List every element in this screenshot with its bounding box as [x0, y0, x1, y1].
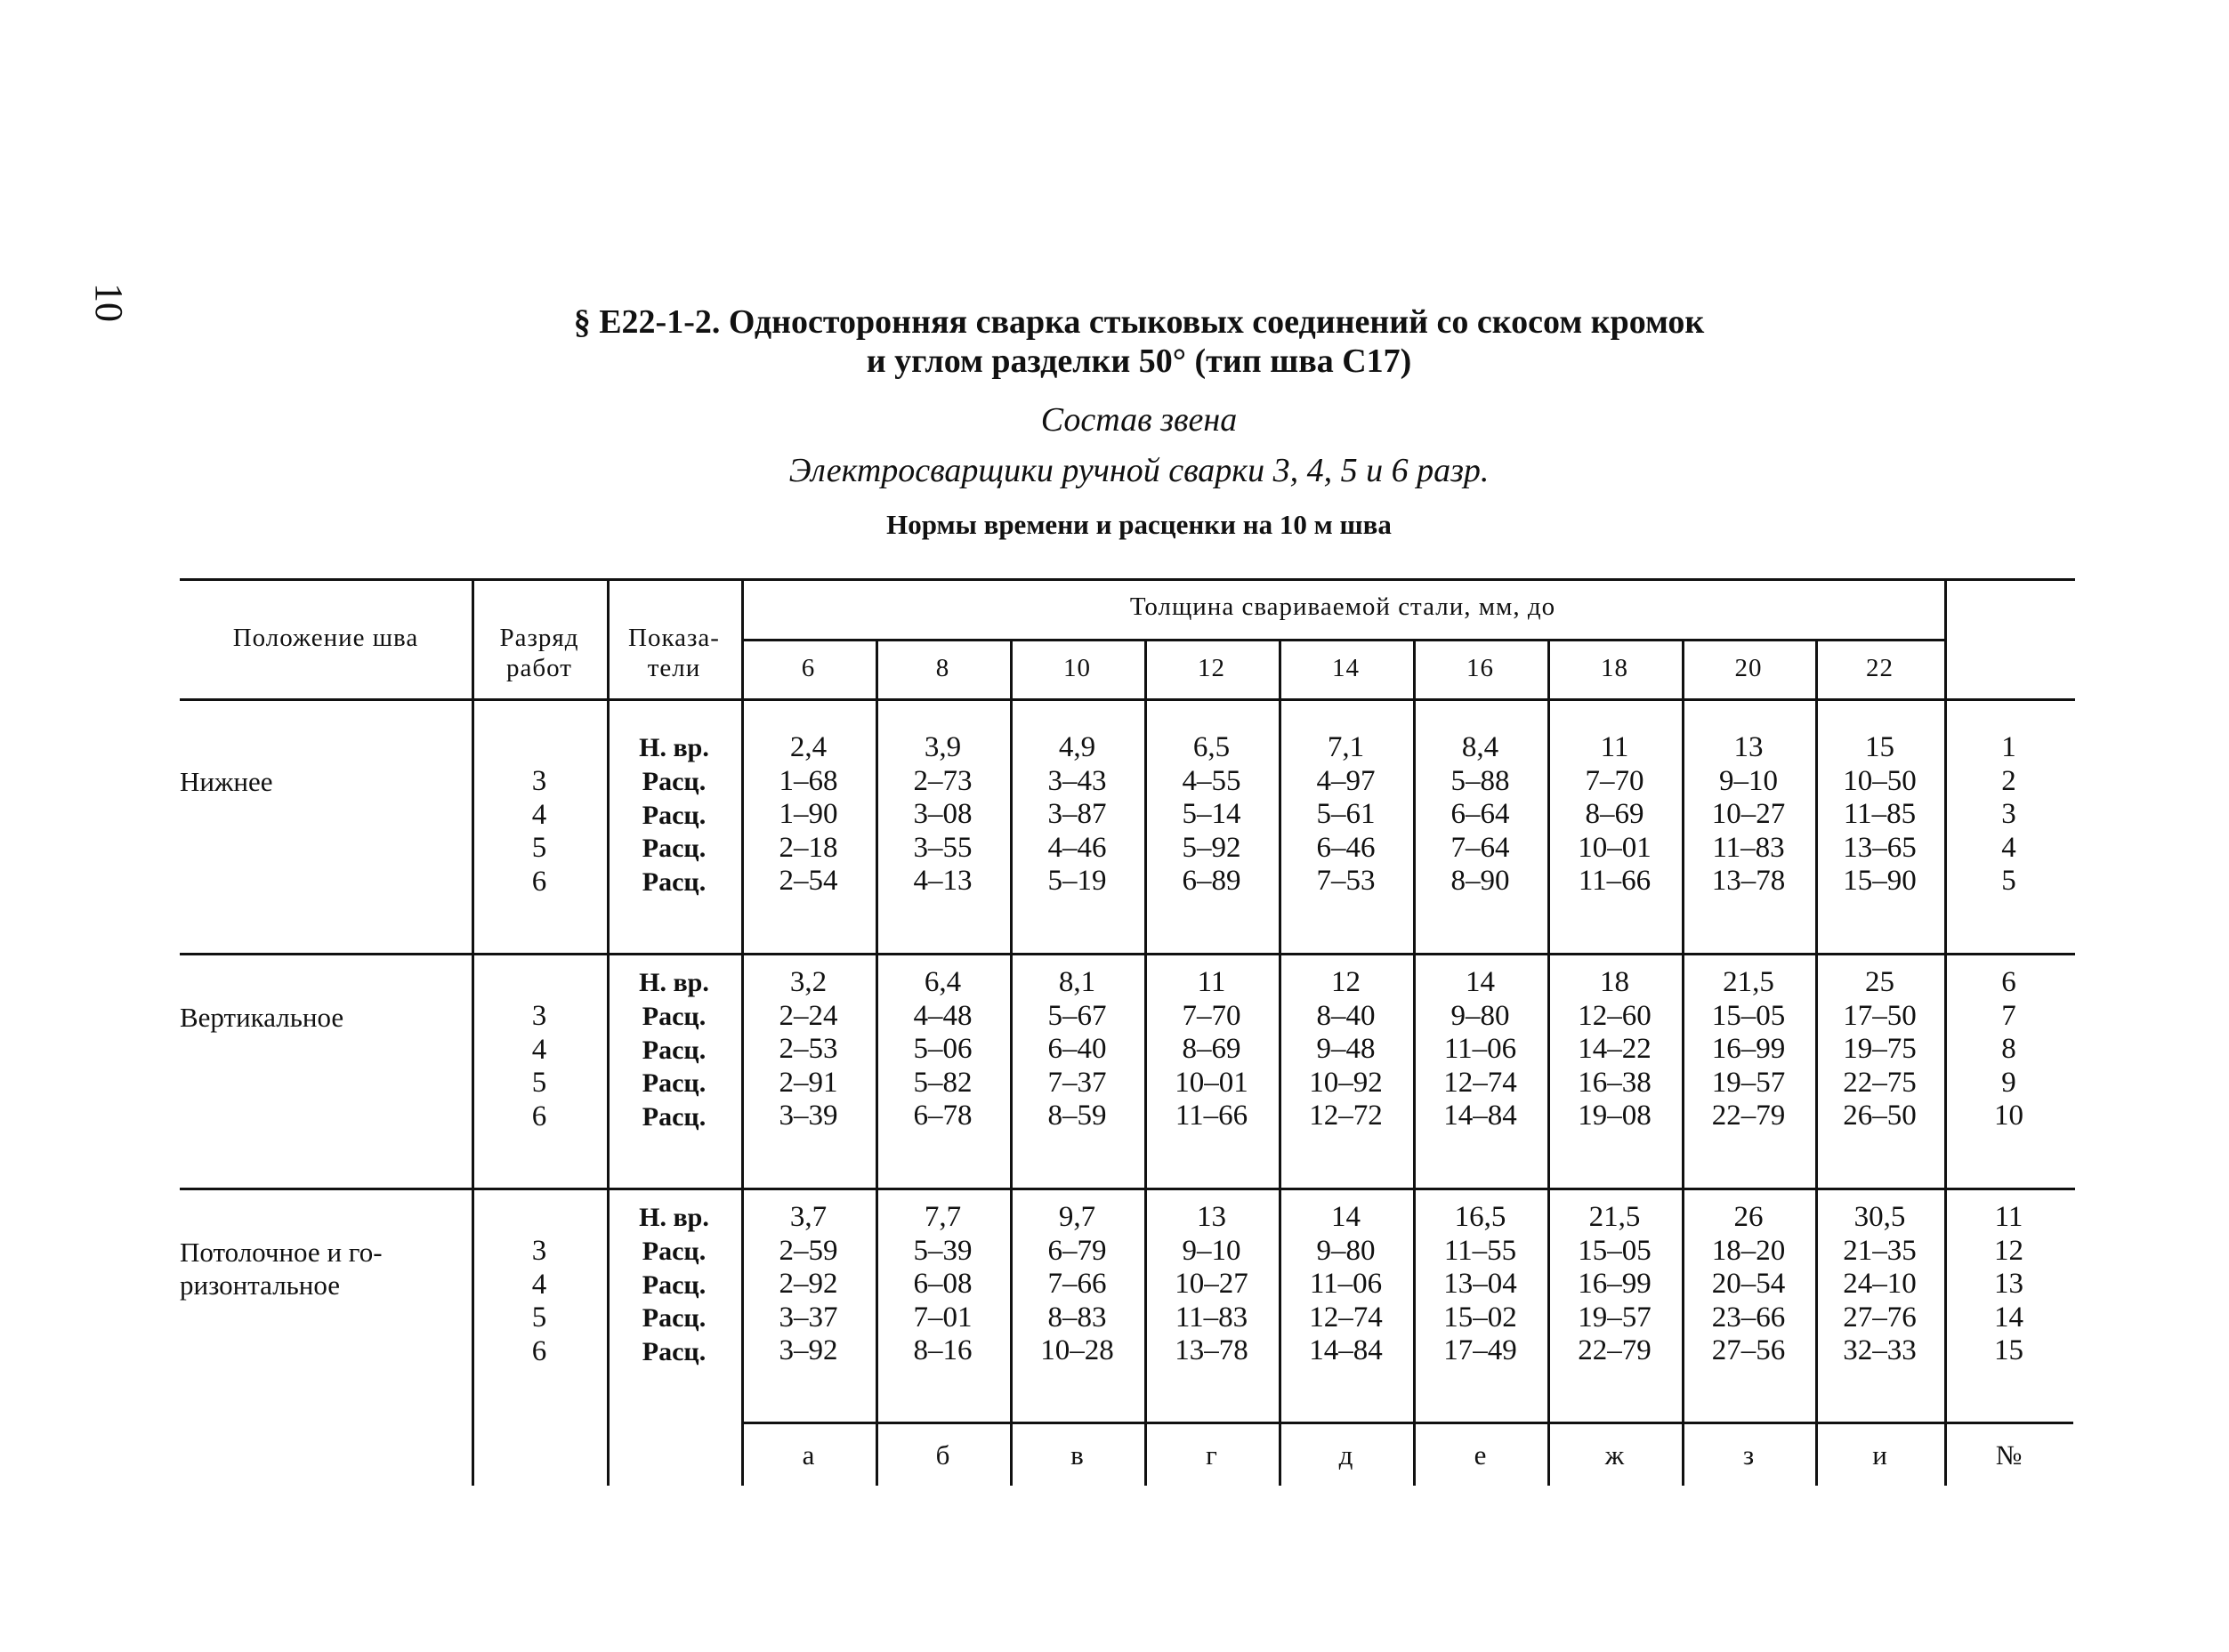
row-number: 1	[2001, 731, 2016, 763]
value-cell: 4,9	[1058, 731, 1096, 763]
value-cell: 2–73	[913, 764, 973, 797]
footer-letter-i: и	[1872, 1439, 1887, 1471]
values-8mm	[876, 731, 1010, 899]
value-cell: 13–65	[1843, 831, 1917, 864]
values-18mm	[1547, 731, 1682, 899]
value-cell: 23–66	[1711, 1301, 1786, 1334]
value-cell: 5–67	[1047, 999, 1107, 1032]
values-20mm	[1682, 966, 1815, 1133]
value-cell: 21,5	[1723, 966, 1774, 998]
row-number: 3	[2001, 798, 2016, 830]
footer-letter-z: з	[1742, 1439, 1755, 1471]
value-cell: 11	[1197, 966, 1226, 998]
value-cell: 10–92	[1309, 1066, 1383, 1099]
value-cell: 10–28	[1040, 1334, 1114, 1366]
grade: 5	[531, 832, 547, 864]
value-cell: 22–79	[1578, 1334, 1652, 1366]
value-cell: 15	[1865, 731, 1894, 763]
values-16mm	[1413, 966, 1547, 1133]
values-6mm	[741, 966, 876, 1133]
row-number: 8	[2001, 1033, 2016, 1065]
values-10mm	[1010, 966, 1144, 1133]
indicator: Н. вр.	[639, 1203, 709, 1232]
group-divider-1	[180, 953, 2075, 955]
thickness-12: 12	[1198, 654, 1225, 682]
value-cell: 12–74	[1309, 1301, 1383, 1334]
value-cell: 4–55	[1182, 764, 1241, 797]
position-label: Потолочное и го-	[180, 1237, 383, 1268]
value-cell: 13–78	[1175, 1334, 1248, 1366]
value-cell: 7–64	[1450, 831, 1510, 864]
indicator: Расц.	[642, 1237, 707, 1266]
value-cell: 3–39	[779, 1100, 838, 1132]
values-12mm	[1144, 966, 1279, 1133]
values-8mm	[876, 1201, 1010, 1368]
value-cell: 14–84	[1309, 1334, 1383, 1366]
indicator: Расц.	[642, 767, 707, 796]
value-cell: 6–64	[1450, 798, 1510, 830]
thickness-16: 16	[1466, 654, 1494, 682]
value-cell: 7,1	[1327, 731, 1365, 763]
grade: 5	[531, 1301, 547, 1334]
values-10mm	[1010, 1201, 1144, 1368]
position-label-line2: ризонтальное	[180, 1269, 341, 1301]
section-title-line1: § Е22-1-2. Односторонняя сварка стыковых соединений со скосом кромок	[573, 303, 1705, 341]
value-cell: 6–79	[1047, 1234, 1107, 1267]
value-cell: 8,4	[1461, 731, 1499, 763]
page-number: 10	[87, 283, 131, 322]
value-cell: 8–83	[1047, 1301, 1107, 1334]
position-label: Нижнее	[180, 766, 273, 797]
value-cell: 3–43	[1047, 764, 1107, 797]
thickness-14: 14	[1332, 654, 1360, 682]
value-cell: 9–80	[1316, 1234, 1376, 1267]
value-cell: 12	[1331, 966, 1361, 998]
value-cell: 5–88	[1450, 764, 1510, 797]
value-cell: 8–40	[1316, 999, 1376, 1032]
value-cell: 7–70	[1585, 764, 1644, 797]
value-cell: 3–87	[1047, 798, 1107, 830]
values-22mm	[1815, 1201, 1944, 1368]
grade: 6	[531, 1334, 547, 1367]
grade: 4	[531, 798, 547, 831]
row-number: 11	[1994, 1201, 2023, 1233]
value-cell: 2–59	[779, 1234, 838, 1267]
values-20mm	[1682, 1201, 1815, 1368]
value-cell: 9,7	[1058, 1201, 1096, 1233]
indicator: Расц.	[642, 834, 707, 863]
value-cell: 16–38	[1578, 1066, 1652, 1099]
values-8mm	[876, 966, 1010, 1133]
norms-title: Нормы времени и расценки на 10 м шва	[886, 509, 1392, 540]
value-cell: 11–66	[1175, 1100, 1248, 1132]
footer-rule	[743, 1422, 2073, 1424]
value-cell: 2–92	[779, 1268, 838, 1300]
values-12mm	[1144, 1201, 1279, 1368]
value-cell: 14	[1466, 966, 1495, 998]
value-cell: 19–57	[1711, 1066, 1786, 1099]
indicator: Расц.	[642, 1068, 707, 1098]
grade: 3	[531, 1000, 547, 1032]
value-cell: 4–13	[913, 865, 973, 897]
value-cell: 14–84	[1443, 1100, 1517, 1132]
crew-heading: Состав звена	[1040, 401, 1238, 439]
value-cell: 22–75	[1843, 1066, 1917, 1099]
value-cell: 27–76	[1843, 1301, 1917, 1334]
thickness-10: 10	[1063, 654, 1091, 682]
thickness-18: 18	[1601, 654, 1628, 682]
value-cell: 3–08	[913, 798, 973, 830]
value-cell: 13–78	[1711, 865, 1786, 897]
value-cell: 3–37	[779, 1301, 838, 1334]
value-cell: 9–80	[1450, 999, 1510, 1032]
values-16mm	[1413, 731, 1547, 899]
value-cell: 11–55	[1443, 1234, 1517, 1267]
value-cell: 7–70	[1182, 999, 1241, 1032]
value-cell: 3,2	[789, 966, 828, 998]
value-cell: 10–27	[1711, 798, 1786, 830]
value-cell: 24–10	[1843, 1268, 1917, 1300]
value-cell: 2–54	[779, 865, 838, 897]
value-cell: 25	[1865, 966, 1894, 998]
value-cell: 3,9	[924, 731, 962, 763]
value-cell: 21–35	[1843, 1234, 1917, 1267]
header-thickness: Толщина свариваемой стали, мм, до	[1129, 592, 1556, 621]
row-number: 4	[2001, 831, 2016, 864]
value-cell: 18–20	[1711, 1234, 1786, 1267]
value-cell: 1–90	[779, 798, 838, 830]
thickness-header-rule	[743, 639, 1944, 641]
value-cell: 6–40	[1047, 1033, 1107, 1065]
value-cell: 8–90	[1450, 865, 1510, 897]
value-cell: 14	[1331, 1201, 1361, 1233]
value-cell: 6,5	[1192, 731, 1231, 763]
value-cell: 11–85	[1843, 798, 1917, 830]
grade: 4	[531, 1033, 547, 1066]
value-cell: 17–50	[1843, 999, 1917, 1032]
values-18mm	[1547, 966, 1682, 1133]
value-cell: 15–05	[1578, 1234, 1652, 1267]
value-cell: 7–37	[1047, 1066, 1107, 1099]
value-cell: 5–14	[1182, 798, 1241, 830]
row-number: 7	[2001, 999, 2016, 1032]
footer-letter-zh: ж	[1604, 1439, 1625, 1471]
value-cell: 6,4	[924, 966, 962, 998]
value-cell: 27–56	[1711, 1334, 1786, 1366]
indicator: Расц.	[642, 1035, 707, 1065]
header-grade-line2: работ	[506, 654, 572, 682]
row-numbers	[1944, 1201, 2073, 1368]
value-cell: 26–50	[1843, 1100, 1917, 1132]
value-cell: 11–83	[1175, 1301, 1248, 1334]
value-cell: 19–08	[1578, 1100, 1652, 1132]
row-number: 12	[1994, 1234, 2023, 1267]
value-cell: 3,7	[789, 1201, 828, 1233]
value-cell: 13–04	[1443, 1268, 1517, 1300]
footer-number-sign: №	[1995, 1439, 2023, 1471]
row-number: 6	[2001, 966, 2016, 998]
grade: 3	[531, 765, 547, 797]
header-indicator-line2: тели	[647, 654, 701, 682]
value-cell: 1–68	[779, 764, 838, 797]
value-cell: 20–54	[1711, 1268, 1786, 1300]
value-cell: 12–60	[1578, 999, 1652, 1032]
value-cell: 13	[1733, 731, 1764, 763]
value-cell: 14–22	[1578, 1033, 1652, 1065]
value-cell: 17–49	[1443, 1334, 1517, 1366]
value-cell: 5–19	[1047, 865, 1107, 897]
footer-letter-b: б	[935, 1439, 950, 1471]
header-grade-line1: Разряд	[499, 624, 579, 652]
value-cell: 4–97	[1316, 764, 1376, 797]
value-cell: 21,5	[1588, 1201, 1641, 1233]
value-cell: 3–92	[779, 1334, 838, 1366]
values-22mm	[1815, 731, 1944, 899]
value-cell: 11–06	[1443, 1033, 1517, 1065]
values-14mm	[1279, 1201, 1413, 1368]
value-cell: 11–66	[1578, 865, 1652, 897]
value-cell: 10–50	[1843, 764, 1917, 797]
value-cell: 19–75	[1843, 1033, 1917, 1065]
grade: 6	[531, 1100, 547, 1132]
indicator: Расц.	[642, 800, 707, 830]
header-indicator-line1: Показа-	[628, 624, 720, 652]
value-cell: 6–08	[913, 1268, 973, 1300]
value-cell: 16–99	[1711, 1033, 1786, 1065]
header-bottom-rule	[180, 698, 2075, 701]
thickness-8: 8	[935, 654, 950, 682]
value-cell: 15–05	[1711, 999, 1786, 1032]
crew-composition: Электросварщики ручной сварки 3, 4, 5 и 6 разр.	[788, 452, 1490, 489]
thickness-6: 6	[801, 654, 816, 682]
value-cell: 6–78	[913, 1100, 973, 1132]
indicator: Расц.	[642, 1101, 707, 1132]
value-cell: 11	[1600, 731, 1629, 763]
values-14mm	[1279, 966, 1413, 1133]
value-cell: 10–01	[1578, 831, 1652, 864]
value-cell: 11–06	[1309, 1268, 1383, 1300]
value-cell: 12–74	[1443, 1066, 1517, 1099]
position-label: Вертикальное	[180, 1002, 344, 1033]
footer-letter-g: г	[1206, 1439, 1217, 1471]
row-number: 14	[1994, 1301, 2023, 1334]
row-numbers	[1944, 731, 2073, 899]
row-number: 10	[1994, 1100, 2023, 1132]
value-cell: 32–33	[1843, 1334, 1917, 1366]
value-cell: 5–92	[1182, 831, 1241, 864]
value-cell: 5–06	[913, 1033, 973, 1065]
indicator: Расц.	[642, 1303, 707, 1333]
row-number: 2	[2001, 764, 2016, 797]
value-cell: 7–53	[1316, 865, 1376, 897]
grade: 5	[531, 1067, 547, 1099]
values-6mm	[741, 1201, 876, 1368]
values-22mm	[1815, 966, 1944, 1133]
values-20mm	[1682, 731, 1815, 899]
value-cell: 4–48	[913, 999, 973, 1032]
values-12mm	[1144, 731, 1279, 899]
values-18mm	[1547, 1201, 1682, 1368]
value-cell: 7,7	[924, 1201, 962, 1233]
value-cell: 10–01	[1175, 1066, 1248, 1099]
row-numbers	[1944, 966, 2073, 1133]
value-cell: 11–83	[1712, 831, 1785, 864]
indicator: Расц.	[642, 1336, 707, 1366]
footer-letter-v: в	[1070, 1439, 1084, 1471]
values-16mm	[1413, 1201, 1547, 1368]
value-cell: 9–10	[1182, 1234, 1241, 1267]
values-10mm	[1010, 731, 1144, 899]
row-number: 15	[1994, 1334, 2023, 1366]
value-cell: 15–02	[1443, 1301, 1517, 1334]
value-cell: 5–82	[913, 1066, 973, 1099]
thickness-22: 22	[1866, 654, 1894, 682]
value-cell: 9–48	[1316, 1033, 1376, 1065]
value-cell: 10–27	[1175, 1268, 1248, 1300]
value-cell: 18	[1600, 966, 1629, 998]
value-cell: 8–16	[913, 1334, 973, 1366]
value-cell: 7–66	[1047, 1268, 1107, 1300]
value-cell: 5–61	[1316, 798, 1376, 830]
value-cell: 6–89	[1182, 865, 1241, 897]
value-cell: 12–72	[1309, 1100, 1383, 1132]
value-cell: 8–69	[1585, 798, 1644, 830]
section-title-line2: и углом разделки 50° (тип шва С17)	[866, 342, 1412, 380]
row-number: 9	[2001, 1066, 2016, 1099]
table-top-rule	[180, 578, 2075, 581]
value-cell: 8–59	[1047, 1100, 1107, 1132]
value-cell: 15–90	[1843, 865, 1917, 897]
header-position: Положение шва	[232, 624, 419, 652]
indicator: Расц.	[642, 866, 707, 897]
value-cell: 26	[1733, 1201, 1764, 1233]
value-cell: 19–57	[1578, 1301, 1652, 1334]
value-cell: 2–24	[779, 999, 838, 1032]
footer-letter-e: е	[1474, 1439, 1487, 1471]
value-cell: 13	[1197, 1201, 1226, 1233]
value-cell: 22–79	[1711, 1100, 1786, 1132]
value-cell: 2–91	[779, 1066, 838, 1099]
value-cell: 3–55	[913, 831, 973, 864]
grade: 3	[531, 1235, 547, 1267]
value-cell: 30,5	[1853, 1201, 1906, 1233]
value-cell: 2,4	[789, 731, 828, 763]
value-cell: 16,5	[1454, 1201, 1506, 1233]
footer-letter-a: а	[802, 1439, 815, 1471]
value-cell: 16–99	[1578, 1268, 1652, 1300]
row-number: 5	[2001, 865, 2016, 897]
values-14mm	[1279, 731, 1413, 899]
value-cell: 8,1	[1058, 966, 1096, 998]
values-6mm	[741, 731, 876, 899]
group-divider-2	[180, 1188, 2075, 1190]
grade: 6	[531, 865, 547, 898]
value-cell: 4–46	[1047, 831, 1107, 864]
indicator: Расц.	[642, 1269, 707, 1300]
value-cell: 8–69	[1182, 1033, 1241, 1065]
row-number: 13	[1994, 1268, 2023, 1300]
value-cell: 5–39	[913, 1234, 973, 1267]
indicator: Н. вр.	[639, 733, 709, 762]
value-cell: 2–53	[779, 1033, 838, 1065]
value-cell: 6–46	[1316, 831, 1376, 864]
value-cell: 9–10	[1719, 764, 1778, 797]
value-cell: 2–18	[779, 831, 838, 864]
grade: 4	[531, 1268, 547, 1301]
indicator: Н. вр.	[639, 968, 709, 997]
thickness-20: 20	[1734, 654, 1763, 682]
value-cell: 7–01	[913, 1301, 973, 1334]
footer-letter-d: д	[1338, 1439, 1353, 1471]
indicator: Расц.	[642, 1002, 707, 1031]
